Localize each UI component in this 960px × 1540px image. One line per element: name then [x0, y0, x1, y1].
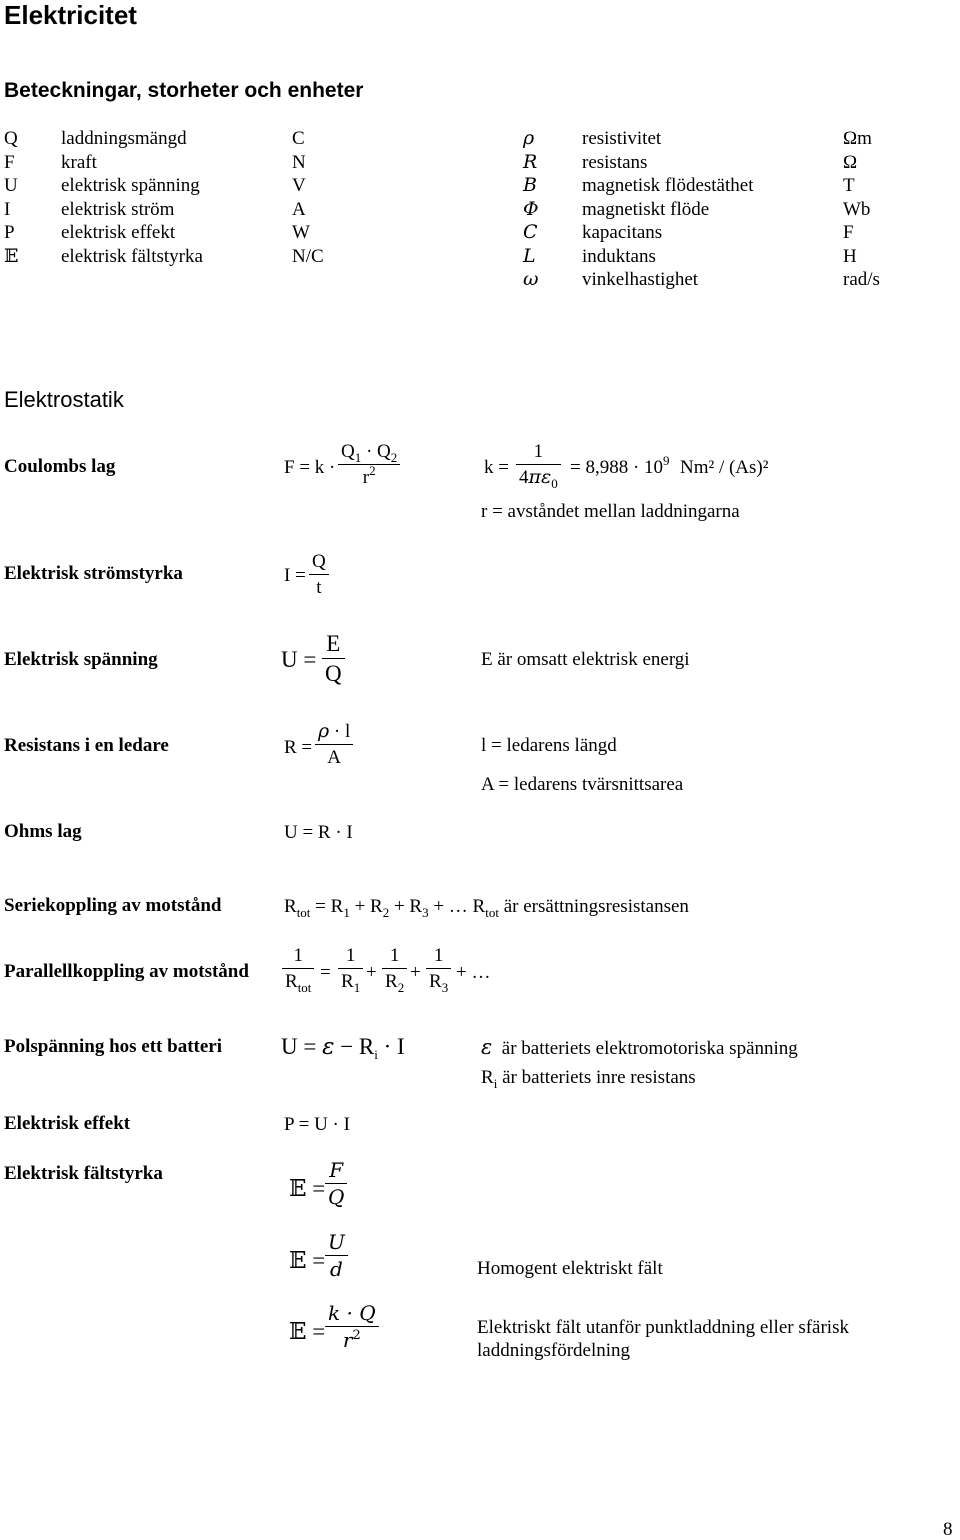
- quantity-name: magnetiskt flöde: [582, 198, 710, 220]
- battery-note-emf-text: är batteriets elektromotoriska spänning: [501, 1038, 798, 1059]
- quantity-unit: F: [843, 222, 854, 243]
- quantity-unit: N/C: [292, 245, 324, 267]
- quantity-unit: T: [843, 175, 855, 196]
- quantity-name: resistivitet: [582, 128, 662, 149]
- series-label: Seriekoppling av motstånd: [4, 895, 222, 916]
- ohm-label: Ohms lag: [4, 821, 82, 842]
- quantity-name: magnetisk flödestäthet: [582, 175, 754, 196]
- quantity-symbol: 𝔼: [4, 245, 19, 267]
- quantity-unit: Wb: [843, 198, 871, 220]
- battery-label: Polspänning hos ett batteri: [4, 1036, 222, 1057]
- quantity-symbol: Φ: [523, 197, 539, 220]
- quantity-unit: C: [292, 128, 305, 149]
- field-label: Elektrisk fältstyrka: [4, 1163, 163, 1184]
- quantity-unit: V: [292, 175, 306, 196]
- battery-note-internal-text: är batteriets inre resistans: [502, 1067, 696, 1088]
- quantity-symbol: ρ: [523, 127, 535, 149]
- quantity-name: kraft: [61, 151, 97, 173]
- battery-note-internal: $R_i$ är batteriets inre resistans: [481, 1067, 696, 1091]
- battery-note-emf: ε är batteriets elektromotoriska spänning: [481, 1035, 798, 1059]
- quantity-symbol: U: [4, 175, 18, 196]
- subheading-electrostatics: Elektrostatik: [4, 387, 124, 412]
- power-label: Elektrisk effekt: [4, 1113, 131, 1134]
- coulomb-k-unit: Nm² / (As)²: [680, 457, 769, 478]
- quantity-unit: Ω: [843, 151, 858, 173]
- quantity-unit: A: [292, 198, 306, 220]
- power-formula: P = U · I: [284, 1114, 350, 1135]
- series-note: är ersättningsresistansen: [503, 896, 689, 917]
- voltage-note: E är omsatt elektrisk energi: [481, 649, 690, 670]
- coulomb-label: Coulombs lag: [4, 456, 116, 477]
- quantity-symbol: ω: [523, 268, 539, 290]
- voltage-label: Elektrisk spänning: [4, 649, 158, 670]
- quantity-symbol: P: [4, 222, 15, 243]
- series-formula: $R_{tot} = R_1 + R_2 + R_3$ + … $R_{tot}$ är ersättningsresistansen: [284, 896, 689, 920]
- quantity-symbol: C: [523, 221, 538, 243]
- quantity-name: laddningsmängd: [61, 128, 187, 149]
- field-note-point-1: Elektriskt fält utanför punktladdning eller sfärisk: [477, 1317, 849, 1338]
- quantity-symbol: B: [523, 174, 537, 196]
- section-heading: Beteckningar, storheter och enheter: [4, 79, 364, 102]
- field-note-homogeneous: Homogent elektriskt fält: [477, 1258, 663, 1279]
- quantity-unit: Ωm: [843, 128, 872, 149]
- quantity-name: induktans: [582, 245, 656, 267]
- quantity-symbol: Q: [4, 128, 18, 149]
- quantity-symbol: R: [523, 150, 538, 173]
- quantity-symbol: L: [523, 244, 536, 267]
- ohm-formula: U = R · I: [284, 822, 353, 843]
- resistance-note-length: l = ledarens längd: [481, 735, 617, 756]
- battery-formula: $U = \varepsilon - R_i \cdot I$: [281, 1034, 405, 1062]
- parallel-label: Parallellkoppling av motstånd: [4, 961, 249, 982]
- quantity-name: elektrisk spänning: [61, 175, 200, 196]
- quantity-unit: N: [292, 151, 306, 173]
- quantity-name: elektrisk ström: [61, 198, 175, 220]
- quantity-symbol: I: [4, 198, 11, 220]
- resistance-label: Resistans i en ledare: [4, 735, 169, 756]
- quantity-name: elektrisk fältstyrka: [61, 245, 203, 267]
- coulomb-k-value: = 8,988 · 10: [570, 457, 664, 478]
- quantity-unit: W: [292, 222, 310, 243]
- quantity-name: resistans: [582, 151, 648, 173]
- quantity-name: elektrisk effekt: [61, 222, 176, 243]
- field-note-point-2: laddningsfördelning: [477, 1340, 631, 1361]
- quantity-symbol: F: [4, 151, 15, 173]
- page-title: Elektricitet: [4, 0, 137, 30]
- coulomb-note: r = avståndet mellan laddningarna: [481, 501, 740, 522]
- quantity-unit: H: [843, 245, 857, 267]
- page-number: 8: [943, 1519, 953, 1540]
- quantity-name: kapacitans: [582, 222, 663, 243]
- coulomb-k-exponent: 9: [663, 453, 670, 468]
- current-label: Elektrisk strömstyrka: [4, 563, 183, 584]
- resistance-note-area: A = ledarens tvärsnittsarea: [481, 774, 684, 795]
- quantity-name: vinkelhastighet: [582, 269, 699, 290]
- quantity-unit: rad/s: [843, 269, 880, 290]
